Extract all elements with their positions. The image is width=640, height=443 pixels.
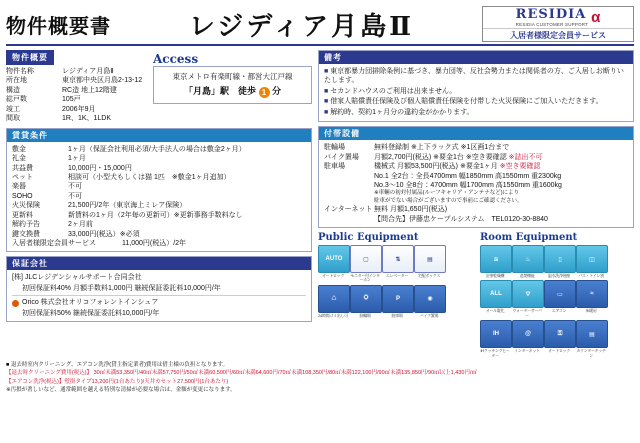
equipment-item [318, 245, 348, 283]
lease-row [12, 220, 306, 229]
access-title: Access [153, 52, 199, 66]
equipment-section [318, 232, 634, 358]
bicycle-parking-icon: ⛭ [350, 285, 382, 313]
equipment-item [318, 285, 348, 318]
equipment-item [350, 245, 380, 283]
equipment-item [512, 320, 542, 358]
outline-row [6, 105, 148, 114]
equipment-caption: エレベーター [385, 273, 409, 279]
room-equipment-grid [480, 245, 634, 358]
equipment-caption: オートロック [547, 348, 571, 354]
facility-value: 無料 月額1,650円(税込) [374, 206, 448, 214]
lease-row [12, 239, 306, 248]
brand-subtitle: RESIDIA CUSTOMER SUPPORT [515, 22, 589, 27]
equipment-item [544, 280, 574, 318]
bath-dryer-icon: ≋ [480, 245, 512, 273]
section-label-guarantee: 保証会社 [7, 257, 311, 270]
auto-lock-icon: AUTO [318, 245, 350, 273]
outline-key: 構造 [6, 86, 20, 94]
lease-value: 1ヶ月（保証会社利用必須/大手法人の場合は敷金2ヶ月） [68, 145, 246, 153]
lease-rows [7, 142, 311, 252]
reheating-bath-icon: ♨ [512, 245, 544, 273]
main-columns [6, 50, 634, 358]
equipment-caption: エアコン [551, 308, 567, 314]
facility-key [324, 172, 374, 181]
outline-value: 105戸 [62, 96, 81, 104]
lease-row [12, 192, 306, 201]
guarantee-detail: 初回保証料50% 継続保証委託料10,000円/年 [22, 309, 160, 317]
facility-note-red: ※空き要確認 [499, 163, 541, 171]
access-box [153, 66, 312, 104]
air-conditioner-icon: ▭ [544, 280, 576, 308]
elevator-icon: ⇅ [382, 245, 414, 273]
parking-icon: P [382, 285, 414, 313]
facility-key [324, 190, 374, 197]
ih-cooker-icon: IH [480, 320, 512, 348]
equipment-caption: バス・トイレ別 [578, 273, 604, 279]
section-label-remarks: 備考 [319, 51, 633, 64]
section-label-facilities: 付帯設備 [319, 127, 633, 140]
facility-value: 機械式 月額53,500円(税込) ※要金1ヶ月 ※空き要確認 [374, 163, 541, 171]
washlet-icon: ▯ [544, 245, 576, 273]
facility-row [324, 172, 628, 181]
lease-key: 礼金 [12, 155, 26, 163]
orico-logo-icon [12, 300, 19, 307]
lease-value: 1ヶ月 [68, 155, 86, 163]
room-equipment-title: Room Equipment [480, 232, 578, 244]
outline-value: 東京都中央区月島2-13-12 [62, 77, 143, 85]
walk-minutes-badge: 1 [259, 87, 270, 98]
public-equipment-col [318, 232, 472, 358]
lease-row [12, 211, 306, 220]
lease-key: 入居者様限定会員サービス [12, 240, 96, 247]
document-header [6, 4, 634, 46]
remark-item: ■ 借家人賠償責任保険及び個人賠償責任保険を付帯した火災保険にご加入いただきます。 [324, 97, 628, 106]
footer-line: ※汚損が著しいなど、通常範囲を越える特別な清掃が必要な場合は、金額が変更になります。 [6, 386, 236, 393]
lease-row [12, 164, 306, 173]
facility-value: ※車輛の初対付属品(ルーフキャリア・アンテナなど)により [374, 190, 520, 197]
separate-bath-toilet-icon: ◫ [576, 245, 608, 273]
lease-value: 不可 [68, 192, 82, 200]
lease-value: 新賃料の1ヶ月（2年毎の更新可）※更新事務手数料なし [68, 211, 243, 219]
access-station-text: 「月島」駅 徒歩 [183, 85, 256, 96]
building-name: レジディア月島Ⅱ [188, 11, 415, 42]
floor-heating-icon: ≈ [576, 280, 608, 308]
outline-value: RC造 地上12階建 [62, 86, 117, 94]
remarks-list [319, 64, 633, 121]
equipment-caption: IHクッキングヒーター [480, 348, 510, 358]
outline-value: 1R、1K、1LDK [62, 115, 112, 123]
facility-row [324, 153, 628, 162]
facility-key: バイク置場 [324, 153, 359, 161]
brand-logo [482, 6, 634, 42]
equipment-caption: モニター付インターホン [350, 273, 380, 283]
facility-row [324, 143, 628, 152]
facility-value: No.1 全2台：全長4700mm 幅1850mm 高1550mm 重2300kg [374, 172, 562, 180]
walk-unit: 分 [272, 85, 282, 96]
section-label-lease: 賃貸条件 [7, 129, 311, 142]
access-station [160, 84, 305, 99]
facility-key [324, 215, 374, 224]
lease-key: ペット [12, 173, 33, 181]
lease-key: 火災保険 [12, 202, 40, 210]
lease-value: 不可 [68, 183, 82, 191]
facility-key [324, 198, 374, 205]
delivery-box-icon: ▤ [414, 245, 446, 273]
guarantee-company-block [6, 256, 312, 322]
trash-room-icon: ♺ [318, 285, 350, 313]
guarantee-detail-2: 継続保証委託料10,000円/年 [134, 284, 221, 292]
lease-row [12, 145, 306, 154]
equipment-item [544, 320, 574, 358]
water-server-icon: 🜄 [512, 280, 544, 308]
equipment-item [382, 285, 412, 318]
outline-key: 物件名称 [6, 68, 34, 75]
left-column [6, 50, 312, 358]
equipment-item [480, 280, 510, 318]
lease-value: 33,000円(税込）※必須 [68, 230, 140, 238]
facility-value: 駐車がでない場合がございますので事前にご確認ください。 [374, 197, 523, 204]
guarantee-company-name: [株] JLCレジデンシャルサポート合同会社 [12, 274, 142, 282]
tv-monitor-icon: ▢ [350, 245, 382, 273]
facility-key: インターネット [324, 206, 373, 214]
facility-note-red: ※誌出不可 [508, 153, 543, 161]
remark-item: ■ 解約時、契約1ヶ月分の違約金がかかります。 [324, 108, 628, 117]
lease-value: 2ヶ月前 [68, 221, 93, 229]
outline-value: 2006年9月 [62, 105, 96, 113]
lease-key: 楽器 [12, 183, 26, 191]
equipment-item [576, 245, 606, 278]
outline-row [6, 86, 148, 95]
all-electric-icon: ALL [480, 280, 512, 308]
lease-key: 共益費 [12, 164, 33, 172]
right-column [318, 50, 634, 358]
outline-row [6, 76, 148, 85]
facilities-rows [319, 140, 633, 227]
guarantee-detail [12, 284, 306, 293]
facility-row [324, 198, 628, 205]
equipment-caption: バイク置場 [419, 312, 439, 318]
facility-row [324, 205, 628, 214]
facility-row [324, 215, 628, 224]
room-equipment-col [480, 232, 634, 358]
equipment-item [414, 245, 444, 283]
brand-alpha-symbol: α [591, 8, 601, 26]
equipment-item [576, 280, 606, 318]
section-label-outline: 物件概要 [6, 50, 54, 65]
outline-row [6, 67, 148, 76]
public-equipment-grid [318, 245, 472, 318]
facility-row [324, 181, 628, 190]
outline-value: レジディア月島Ⅱ [62, 68, 114, 75]
lease-value: 10,000円・15,000円 [68, 164, 132, 172]
equipment-item [480, 320, 510, 358]
guarantee-item [12, 273, 306, 282]
outline-key: 所在地 [6, 77, 27, 85]
footer-line: 【退去時クリーニング費用(税込)】 30㎡未満53,350円/40㎡未満57,750円/50㎡未満60,500円/60㎡未満64,600円/70㎡未満108,350円/80㎡未満122,100円/90㎡未満135,850円/90㎡以上1,430円/㎡ [6, 370, 477, 377]
facility-value: 【問合先】伊藤忠ケーブルシステム TEL0120-30-8840 [374, 215, 548, 223]
outline-key: 総戸数 [6, 96, 27, 104]
facility-value: No.3〜10 全8台：4700mm 幅1700mm 高1550mm 重1600kg [374, 181, 562, 189]
facility-value: 月額2,700円(税込) ※要金1台 ※空き要確認 ※誌出不可 [374, 153, 543, 161]
outline-row [6, 95, 148, 104]
equipment-caption: 宅配ボックス [417, 273, 441, 279]
facility-key: 駐輪場 [324, 144, 345, 152]
public-equipment-title: Public Equipment [318, 232, 419, 244]
equipment-item [480, 245, 510, 278]
lease-conditions-block [6, 128, 312, 253]
remarks-block [318, 50, 634, 122]
remark-item: ■ 東京都暴力団排除条例に基づき、暴力団等、反社会勢力または関係者の方、ご入居しお断りいたします。 [324, 67, 628, 86]
equipment-caption: 浴室乾燥機 [485, 273, 505, 279]
lease-key: 更新料 [12, 211, 33, 219]
counter-kitchen-icon: ▤ [576, 320, 608, 348]
facility-row [324, 162, 628, 171]
equipment-caption: カウンターキッチン [576, 348, 606, 358]
brand-member-service-label: 入居者様限定会員サービス [510, 31, 606, 40]
footer-notes [6, 361, 634, 394]
equipment-item [512, 280, 542, 318]
divider [12, 295, 306, 296]
equipment-item [544, 245, 574, 278]
remark-item: ■ セカンドハウスのご利用は出来ません。 [324, 87, 628, 96]
outline-rows [6, 67, 148, 124]
facility-key [324, 181, 374, 190]
equipment-item [350, 285, 380, 318]
equipment-caption: インターネット [514, 348, 540, 354]
equipment-caption: 24時間ゴミ出し可 [318, 312, 348, 318]
equipment-caption: 床暖房 [585, 308, 597, 314]
lease-value: 21,500円/2年（東京海上ミレア保険） [68, 202, 187, 210]
lease-row [12, 173, 306, 182]
internet-icon: @ [512, 320, 544, 348]
access-lines: 東京メトロ有楽町線・都営大江戸線 [172, 72, 293, 81]
facilities-block [318, 126, 634, 228]
lease-value: 11,000円(税込）/2年 [122, 240, 187, 247]
lease-key: SOHO [12, 192, 33, 200]
facility-row [324, 190, 628, 197]
outline-key: 竣工 [6, 105, 20, 113]
lease-key: 敷金 [12, 145, 26, 153]
lease-key: 鍵交換費 [12, 230, 40, 238]
auto-lock-room-icon: ⚿ [544, 320, 576, 348]
footer-line: 【エアコン洗浄(税込)】壁掛タイプ13,200円(1台あたり)/天井カセット27,500円(1台あたり) [6, 378, 229, 385]
lease-key: 解約予告 [12, 221, 40, 229]
lease-row [12, 201, 306, 210]
guarantee-list [7, 270, 311, 321]
lease-row [12, 154, 306, 163]
lease-row [12, 182, 306, 191]
brand-word: RESIDIA [515, 7, 587, 22]
equipment-item [382, 245, 412, 283]
facility-value: 無料登録制 ※上下ラック式 ※1区画1台まで [374, 144, 510, 152]
equipment-caption: ウォーターサーバー [512, 308, 542, 318]
outline-key: 間取 [6, 115, 20, 123]
equipment-item [414, 285, 444, 318]
outline-row [6, 114, 148, 123]
bike-parking-icon: ◉ [414, 285, 446, 313]
equipment-caption: 温水洗浄便座 [547, 273, 571, 279]
equipment-caption: オートロック [321, 273, 345, 279]
facility-key: 駐車場 [324, 163, 345, 171]
guarantee-detail-1: 初回保証料40% 月額手数料1,000円 [22, 284, 133, 292]
lease-row [12, 230, 306, 239]
lease-value: 相談可（小型犬もしくは猫 1匹 ※敷金1ヶ月追加） [68, 173, 231, 181]
equipment-caption: オール電化 [485, 308, 505, 314]
equipment-item [576, 320, 606, 358]
equipment-caption: 追焚機能 [519, 273, 535, 279]
guarantee-company-name: Orico 株式会社オリコフォレントインシュア [22, 299, 159, 307]
equipment-caption: 駐輪場 [359, 312, 371, 318]
equipment-item [512, 245, 542, 278]
guarantee-item [12, 298, 306, 307]
brand-logo-top [483, 6, 633, 29]
footer-line: ■ 退去時室内クリーニング、エアコン洗浄(貸主指定業者)費用は借主様の負担となります。 [6, 362, 228, 369]
equipment-caption: 駐車場 [391, 312, 403, 318]
page-title: 物件概要書 [6, 13, 111, 38]
